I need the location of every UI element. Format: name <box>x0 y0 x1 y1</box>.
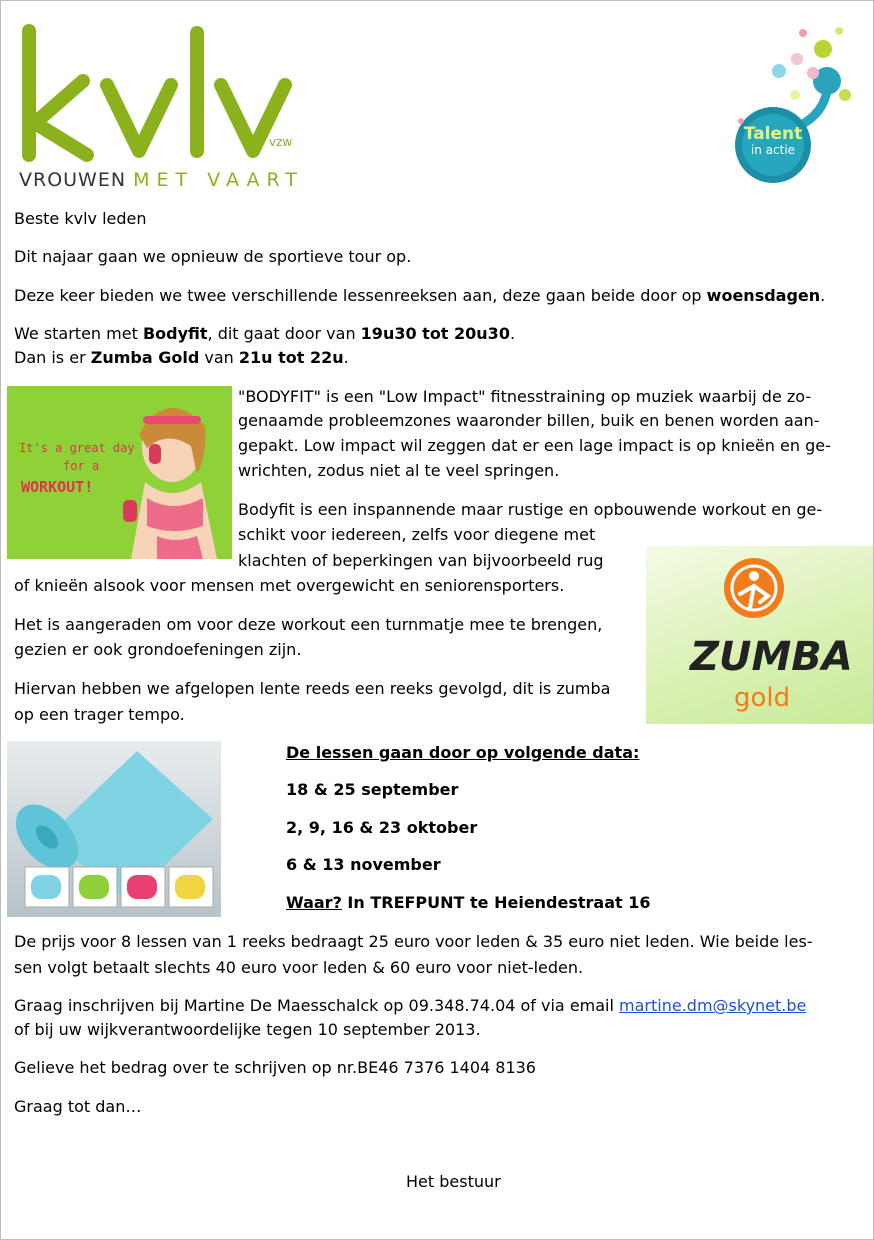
signature: Het bestuur <box>406 1172 501 1191</box>
bodyfit-line-4: wrichten, zodus niet al te veel springen. <box>238 461 560 480</box>
bodyfit-line-2: genaamde probleemzones waaronder billen, buik en benen worden aan- <box>238 411 820 430</box>
tagline-met-vaart: MET VAART <box>133 169 304 191</box>
bodyfit-time-text: We starten met <box>14 324 143 343</box>
workout-line-2: for a <box>63 459 100 473</box>
intro-paragraph: Dit najaar gaan we opnieuw de sportieve tour op. <box>14 247 412 266</box>
zumba-hours: 21u tot 22u <box>238 348 344 367</box>
bodyfit-line-1: "BODYFIT" is een "Low Impact" fitnesstraining op muziek waarbij de zo- <box>238 387 812 406</box>
zumba-line-2: op een trager tempo. <box>14 705 185 724</box>
email-link[interactable]: martine.dm@skynet.be <box>619 996 807 1015</box>
days-paragraph <box>14 285 825 307</box>
transfer-line: Gelieve het bedrag over te schrijven op nr.BE46 7376 1404 8136 <box>14 1058 536 1077</box>
where-text: In TREFPUNT te Heiendestraat 16 <box>341 893 651 912</box>
zumba-time-text: Dan is er <box>14 348 91 367</box>
in-actie-word: in actie <box>750 143 796 157</box>
yoga-mat-image <box>7 741 221 917</box>
register-text: Graag inschrijven bij Martine De Maesschalck op 09.348.74.04 of via email <box>14 996 620 1015</box>
bodyfit-time-mid: , dit gaat door van <box>207 324 361 343</box>
price-line-2: sen volgt betaalt slechts 40 euro voor leden & 60 euro voor niet-leden. <box>14 958 584 977</box>
workout-image <box>7 386 232 559</box>
yoga-mat-illustration <box>7 741 221 917</box>
register-line-2: of bij uw wijkverantwoordelijke tegen 10 september 2013. <box>14 1020 481 1039</box>
location <box>286 892 651 914</box>
register-line-1 <box>14 995 806 1017</box>
bodyfit-name: Bodyfit <box>142 324 208 343</box>
zumba-gold-logo <box>646 546 873 724</box>
zumba-gold-name: Zumba Gold <box>90 348 200 367</box>
zumba-gold-image <box>646 546 873 724</box>
zumba-word: ZUMBA <box>690 634 853 680</box>
zumba-time <box>14 347 349 369</box>
greeting: Beste kvlv leden <box>14 209 147 228</box>
days-period: . <box>820 286 826 305</box>
zumba-time-mid: van <box>199 348 239 367</box>
bodyfit-time <box>14 323 515 345</box>
bodyfit-line-3: gepakt. Low impact wil zeggen dat er een lage impact is op knieën en ge- <box>238 436 831 455</box>
bodyfit2-line-3: klachten of beperkingen van bijvoorbeeld rug <box>238 551 604 570</box>
kvlv-vzw: vzw <box>269 135 293 149</box>
workout-line-1: It's a great day <box>19 441 135 455</box>
days-bold: woensdagen <box>706 286 821 305</box>
date-oktober: 2, 9, 16 & 23 oktober <box>286 818 478 837</box>
workout-illustration <box>7 386 232 559</box>
kvlv-tagline <box>19 169 304 191</box>
workout-line-3: WORKOUT! <box>21 478 94 496</box>
gold-word: gold <box>734 683 791 713</box>
zumba-time-end: . <box>343 348 349 367</box>
bodyfit2-line-1: Bodyfit is een inspannende maar rustige en opbouwende workout en ge- <box>238 500 823 519</box>
tagline-vrouwen: VROUWEN <box>19 169 127 191</box>
talent-word: Talent <box>743 124 803 144</box>
kvlv-logo <box>15 23 305 173</box>
talent-in-actie-logo <box>727 21 857 186</box>
dates-title: De lessen gaan door op volgende data: <box>286 743 640 762</box>
talent-text <box>743 125 803 157</box>
days-text: Deze keer bieden we twee verschillende lessenreeksen aan, deze gaan beide door op <box>14 286 707 305</box>
date-november: 6 & 13 november <box>286 855 441 874</box>
closing-line: Graag tot dan… <box>14 1097 142 1116</box>
bodyfit-time-end: . <box>509 324 516 343</box>
mat-line-2: gezien er ook grondoefeningen zijn. <box>14 640 302 659</box>
where-label: Waar? <box>286 893 342 912</box>
bodyfit2-line-2: schikt voor iedereen, zelfs voor diegene met <box>238 525 596 544</box>
date-september: 18 & 25 september <box>286 780 459 799</box>
bodyfit2-line-4: of knieën alsook voor mensen met overgewicht en seniorensporters. <box>14 576 565 595</box>
mat-line-1: Het is aangeraden om voor deze workout een turnmatje mee te brengen, <box>14 615 603 634</box>
zumba-line-1: Hiervan hebben we afgelopen lente reeds een reeks gevolgd, dit is zumba <box>14 679 611 698</box>
bodyfit-hours: 19u30 tot 20u30 <box>360 324 510 343</box>
price-line-1: De prijs voor 8 lessen van 1 reeks bedraagt 25 euro voor leden & 35 euro niet leden. Wie beide les- <box>14 932 813 951</box>
